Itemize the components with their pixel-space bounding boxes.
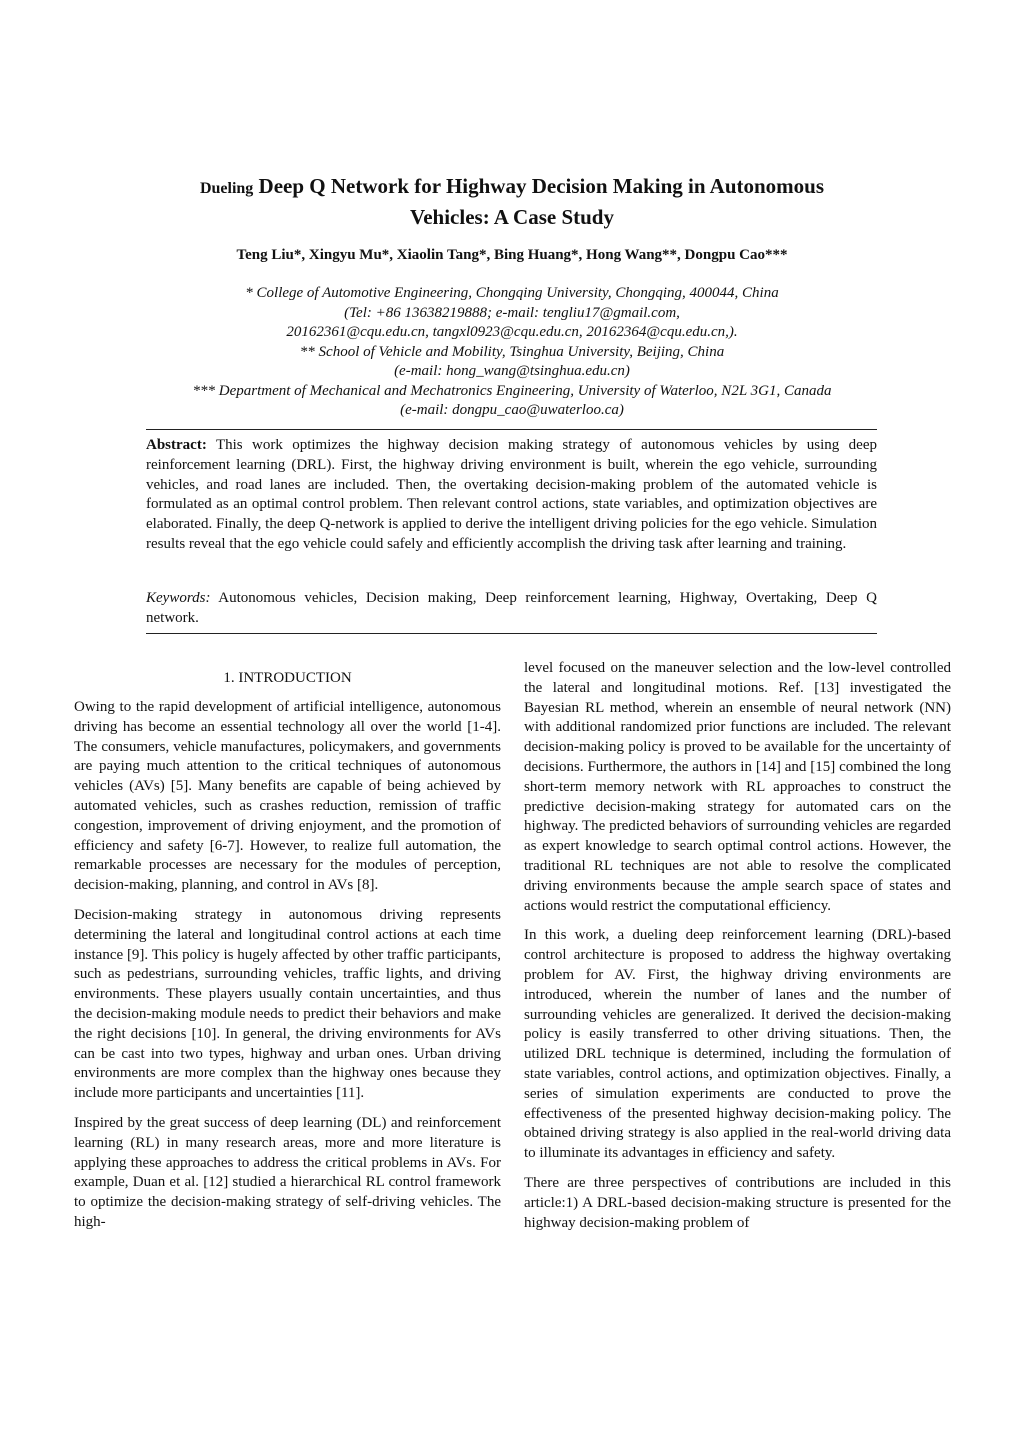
affiliation-line: (e-mail: dongpu_cao@uwaterloo.ca)	[400, 402, 624, 418]
affiliation-line: * College of Automotive Engineering, Chongqing University, Chongqing, 400044, China	[245, 285, 779, 301]
abstract-bottom-rule	[146, 633, 877, 634]
paragraph: There are three perspectives of contributions are included in this article:1) A DRL-based decision-making structure is presented for the highway decision-making problem of	[524, 1174, 951, 1231]
title-line-1: Deep Q Network for Highway Decision Making in Autonomous	[258, 174, 825, 198]
paragraph: Inspired by the great success of deep learning (DL) and reinforcement learning (RL) in many research areas, more and more literature is applying these approaches to address the critical problems in AVs. For example, Duan et al. [12] studied a hierarchical RL control framework to optimize the decision-making strategy of self-driving vehicles. The high-	[74, 1114, 501, 1230]
title-line-2: Vehicles: A Case Study	[409, 205, 614, 229]
title-prefix: Dueling	[199, 180, 254, 197]
paper-title	[110, 172, 914, 231]
affiliation-line: 20162361@cqu.edu.cn, tangxl0923@cqu.edu.cn, 20162364@cqu.edu.cn,).	[286, 324, 738, 340]
affiliation-line: (Tel: +86 13638219888; e-mail: tengliu17@gmail.com,	[344, 304, 680, 321]
paragraph: Decision-making strategy in autonomous driving represents determining the lateral and longitudinal control actions at each time instance [9]. This policy is hugely affected by other traffic participants, such as pedestrians, surrounding vehicles, traffic lights, and driving environments. These players usually contain uncertainties, and thus the decision-making module needs to predict their behaviors and make the right decisions [10]. In general, the driving environments for AVs can be cast into two types, highway and urban ones. Urban driving environments are more complex than the highway ones because they include more participants and uncertainties [11].	[74, 906, 501, 1102]
abstract	[146, 436, 877, 555]
right-column	[524, 659, 951, 1243]
affiliation-line: (e-mail: hong_wang@tsinghua.edu.cn)	[394, 363, 630, 379]
abstract-label: Abstract:	[146, 437, 207, 453]
paragraph: level focused on the maneuver selection and the low-level controlled the lateral and longitudinal motions. Ref. [13] investigated the Bayesian RL method, wherein an ensemble of neural network (NN) with additional randomized prior functions are included. The relevant decision-making policy is proved to be available for the uncertainty of decisions. Furthermore, the authors in [14] and [15] combined the long short-term memory network with RL approaches to construct the predictive decision-making strategy for automated cars on the highway. The predicted behaviors of surrounding vehicles are regarded as expert knowledge to search optimal control actions. However, the traditional RL techniques are not able to resolve the complicated driving environments because the ample search space of states and actions would restrict the computational efficiency.	[524, 660, 951, 914]
affiliations	[100, 284, 924, 421]
keywords-label: Keywords:	[146, 590, 211, 606]
section-heading: 1. INTRODUCTION	[223, 670, 352, 686]
author-list: Teng Liu*, Xingyu Mu*, Xiaolin Tang*, Bing Huang*, Hong Wang**, Dongpu Cao***	[236, 247, 788, 263]
keywords-text: Autonomous vehicles, Decision making, Deep reinforcement learning, Highway, Overtaking, Deep Q network.	[146, 590, 877, 626]
left-column	[74, 668, 501, 1243]
abstract-top-rule	[146, 429, 877, 430]
affiliation-line: ** School of Vehicle and Mobility, Tsinghua University, Beijing, China	[299, 343, 725, 360]
paragraph: In this work, a dueling deep reinforcement learning (DRL)-based control architecture is proposed to address the highway overtaking problem for AV. First, the highway driving environments are introduced, wherein the number of lanes and the number of surrounding vehicles are generalized. It derived the decision-making policy is easily transferred to other driving situations. Then, the utilized DRL technique is determined, including the formulation of state variables, control actions, and optimization objectives. Finally, a series of simulation experiments are conducted to prove the effectiveness of the presented highway decision-making policy. The obtained driving strategy is also applied in the real-world driving data to illuminate its advantages in efficiency and safety.	[524, 927, 951, 1162]
paragraph: Owing to the rapid development of artificial intelligence, autonomous driving has become an essential technology all over the world [1-4]. The consumers, vehicle manufactures, policymakers, and governments are paying much attention to the critical techniques of autonomous vehicles (AVs) [5]. Many benefits are capable of being achieved by automated vehicles, such as crashes reduction, remission of traffic congestion, improvement of driving enjoyment, and the promotion of efficiency and safety [6-7]. However, to realize full automation, the remarkable processes are necessary for the modules of perception, decision-making, planning, and control in AVs [8].	[74, 699, 501, 894]
affiliation-line: *** Department of Mechanical and Mechatronics Engineering, University of Waterloo, N2L 3G1, Canada	[192, 382, 832, 399]
abstract-text: This work optimizes the highway decision making strategy of autonomous vehicles by using deep reinforcement learning (DRL). First, the highway driving environment is built, wherein the ego vehicle, surrounding vehicles, and road lanes are included. Then, the overtaking decision-making problem of the automated vehicle is formulated as an optimal control problem. Then relevant control actions, state variables, and optimization objectives are elaborated. Finally, the deep Q-network is applied to derive the intelligent driving policies for the ego vehicle. Simulation results reveal that the ego vehicle could safely and efficiently accomplish the driving task after learning and training.	[146, 437, 877, 552]
keywords	[146, 589, 877, 629]
